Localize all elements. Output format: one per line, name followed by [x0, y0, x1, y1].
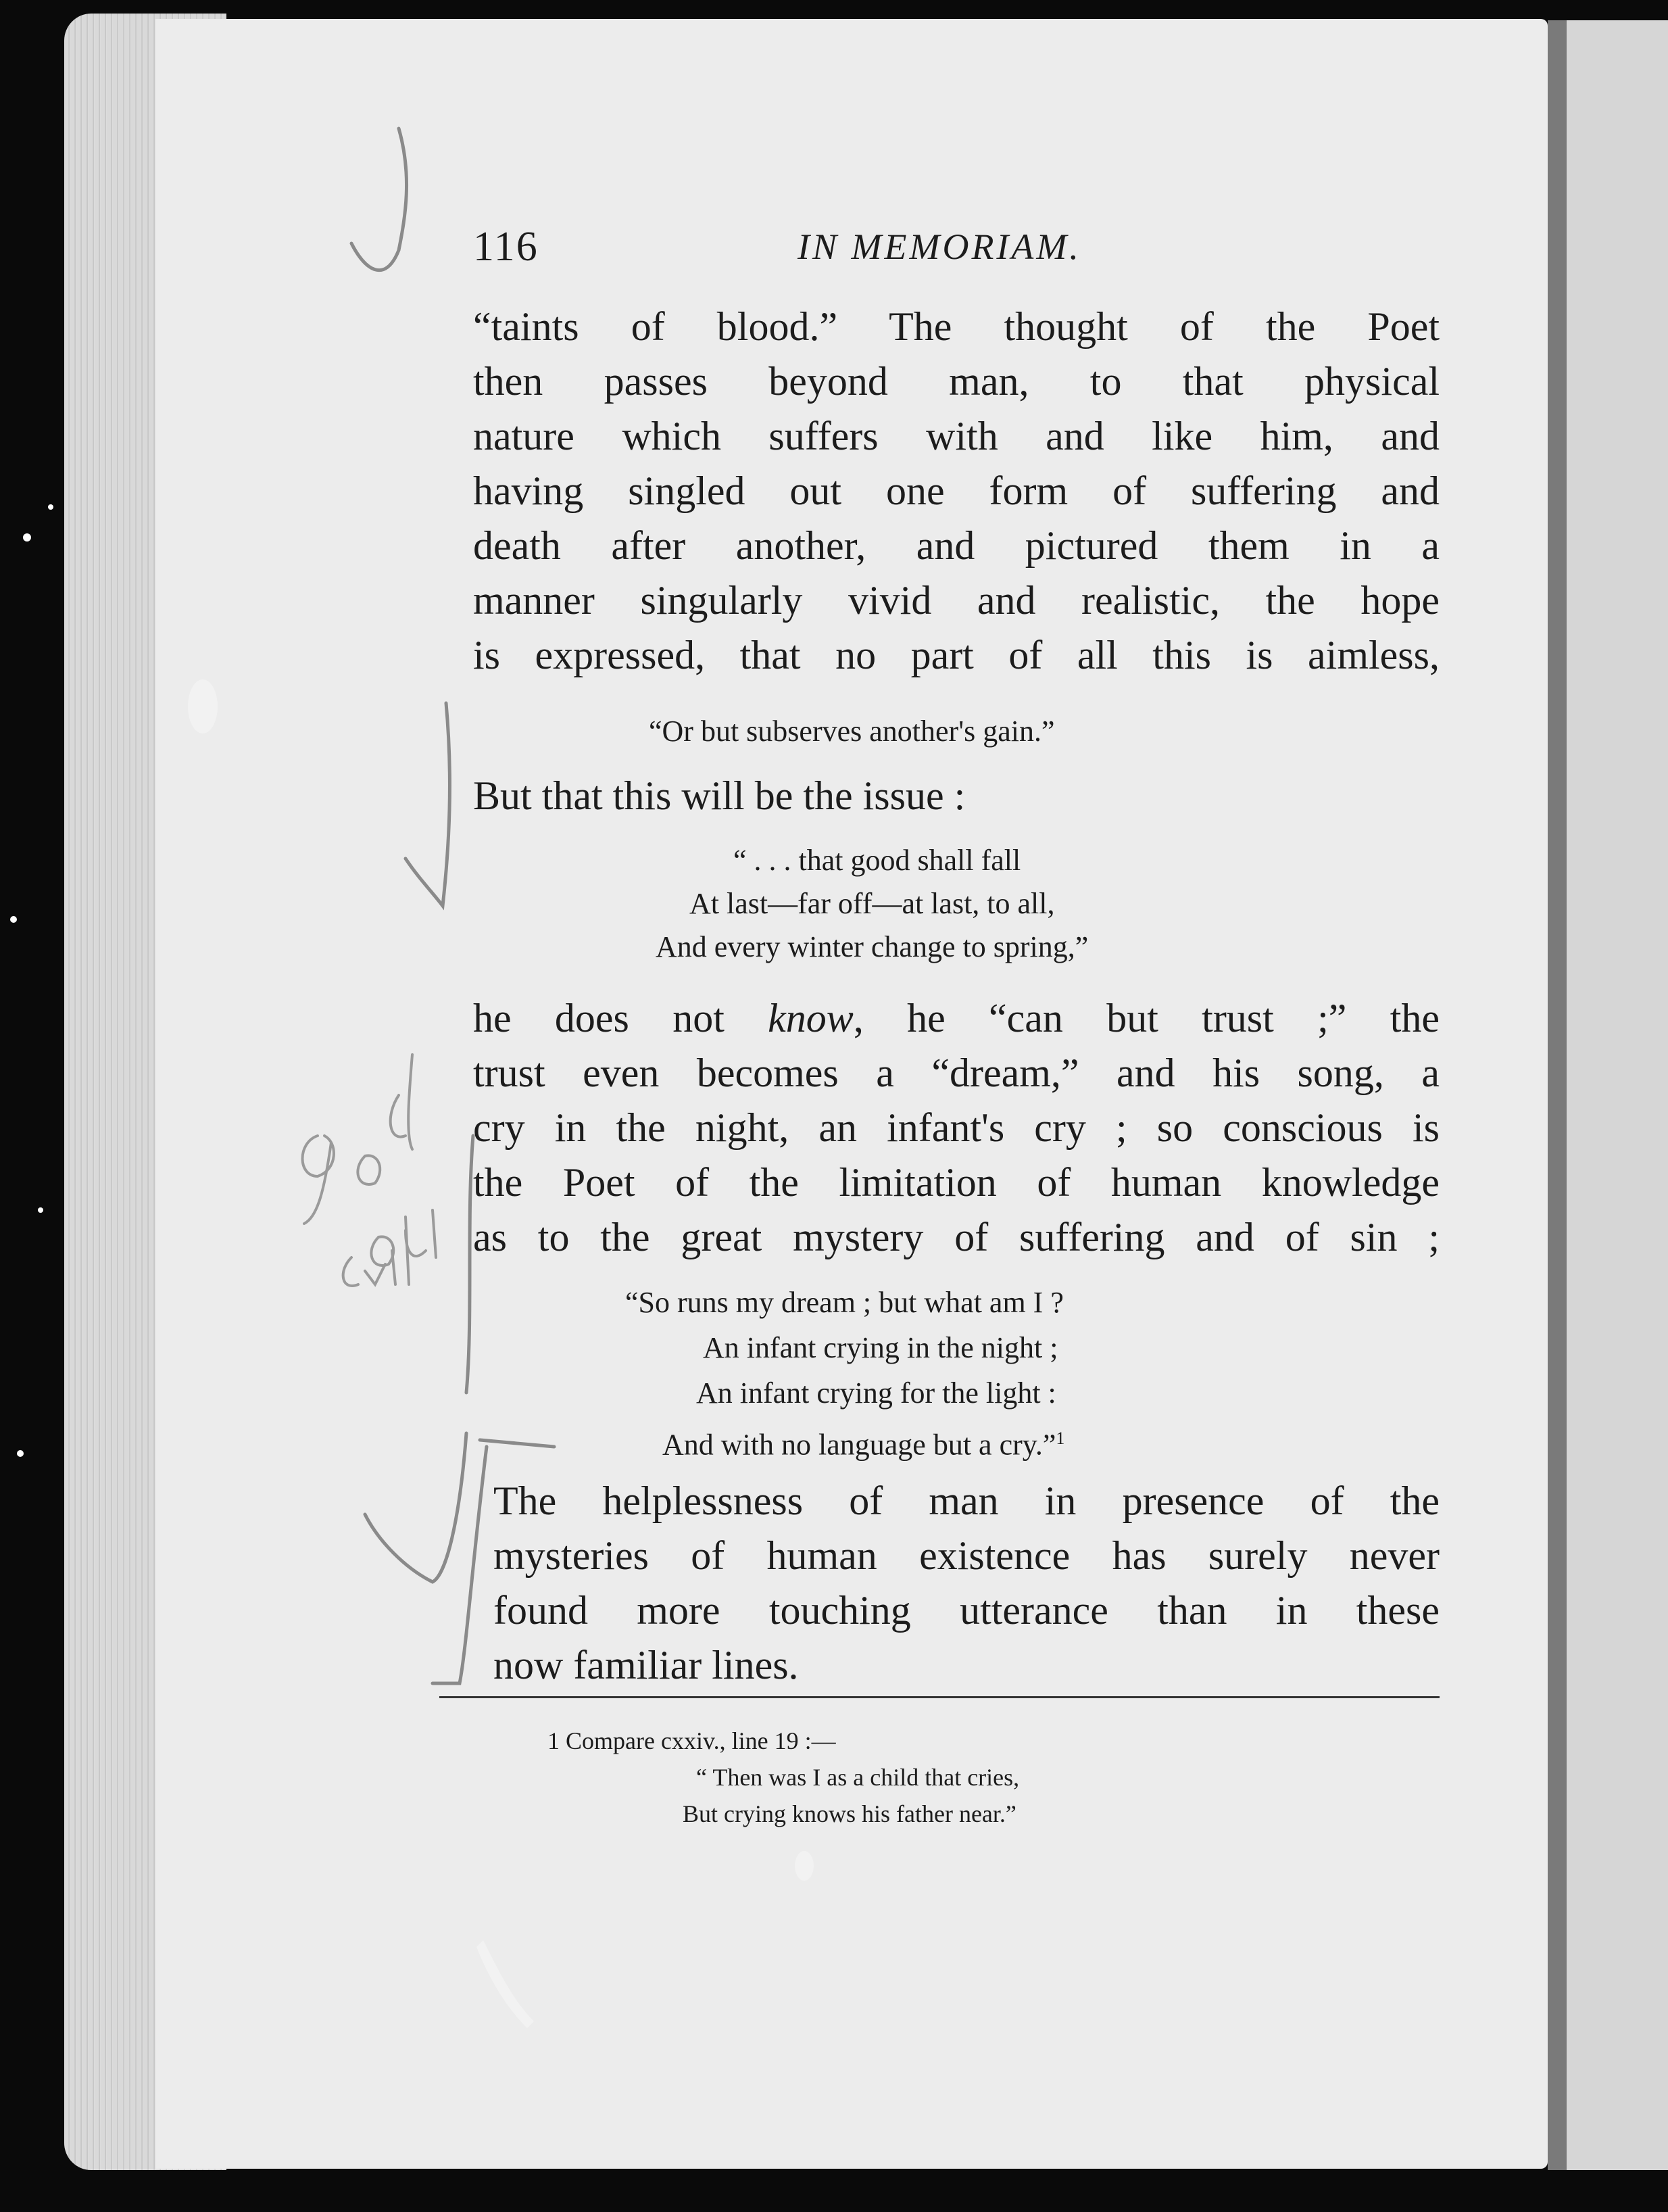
quote-3-line-4	[662, 1417, 1064, 1467]
paragraph-3-line-1: The helplessness of man in presence of the	[493, 1478, 1440, 1523]
emphasis-know: know	[768, 996, 854, 1040]
paragraph-3-line-2: mysteries of human existence has surely never	[493, 1533, 1440, 1578]
paragraph-1-line-5: death after another, and pictured them in a	[473, 523, 1440, 568]
page-header	[473, 223, 1446, 284]
paragraph-2-line-2: trust even becomes a “dream,” and his song, a	[473, 1051, 1440, 1095]
quote-2-line-2: At last—far off—at last, to all,	[689, 887, 1055, 920]
quote-3-line-2: An infant crying in the night ;	[703, 1331, 1058, 1364]
paragraph-1-line-4: having singled out one form of suffering and	[473, 468, 1440, 513]
page-number: 116	[473, 224, 539, 270]
quote-3-line-4-text: And with no language but a cry.”	[662, 1428, 1056, 1462]
quote-3-line-1: “So runs my dream ; but what am I ?	[625, 1286, 1064, 1319]
footnote-reference: 1	[1056, 1428, 1065, 1448]
quote-3-line-3: An infant crying for the light :	[696, 1376, 1056, 1410]
book-gutter	[1548, 20, 1567, 2170]
bottom-margin	[135, 2170, 1668, 2212]
paragraph-2-line-3: cry in the night, an infant's cry ; so conscious is	[473, 1105, 1440, 1150]
footnote-line-3: But crying knows his father near.”	[683, 1800, 1016, 1827]
transition-line: But that this will be the issue :	[473, 773, 966, 818]
paragraph-2-line-1-start: he does not	[473, 996, 768, 1040]
quote-2-line-3: And every winter change to spring,”	[656, 930, 1089, 963]
paragraph-1-line-3: nature which suffers with and like him, and	[473, 414, 1440, 458]
paragraph-1-line-6: manner singularly vivid and realistic, the hope	[473, 578, 1440, 623]
facing-page-edge	[1567, 20, 1668, 2184]
quote-2-line-1: “ . . . that good shall fall	[733, 844, 1021, 877]
paragraph-2-line-1	[473, 991, 1440, 1046]
paragraph-1-line-2: then passes beyond man, to that physical	[473, 359, 1440, 404]
paragraph-2-line-5: as to the great mystery of suffering and of sin ;	[473, 1215, 1440, 1259]
running-title: IN MEMORIAM.	[798, 226, 1081, 267]
paragraph-2-line-1-end: , he “can but trust ;” the	[853, 996, 1440, 1040]
footnote-line-2: “ Then was I as a child that cries,	[696, 1764, 1020, 1791]
paragraph-3-line-3: found more touching utterance than in these	[493, 1588, 1440, 1633]
footnote	[547, 1723, 1019, 1832]
footnote-rule	[439, 1696, 1440, 1698]
paragraph-1-line-1: “taints of blood.” The thought of the Poet	[473, 304, 1440, 349]
quote-1: “Or but subserves another's gain.”	[649, 715, 1055, 748]
footnote-line-1: 1 Compare cxxiv., line 19 :—	[547, 1727, 836, 1754]
paragraph-3-line-4: now familiar lines.	[493, 1643, 799, 1687]
paragraph-2-line-4: the Poet of the limitation of human knowledge	[473, 1160, 1440, 1205]
paragraph-1-line-7: is expressed, that no part of all this is aimless,	[473, 633, 1440, 677]
